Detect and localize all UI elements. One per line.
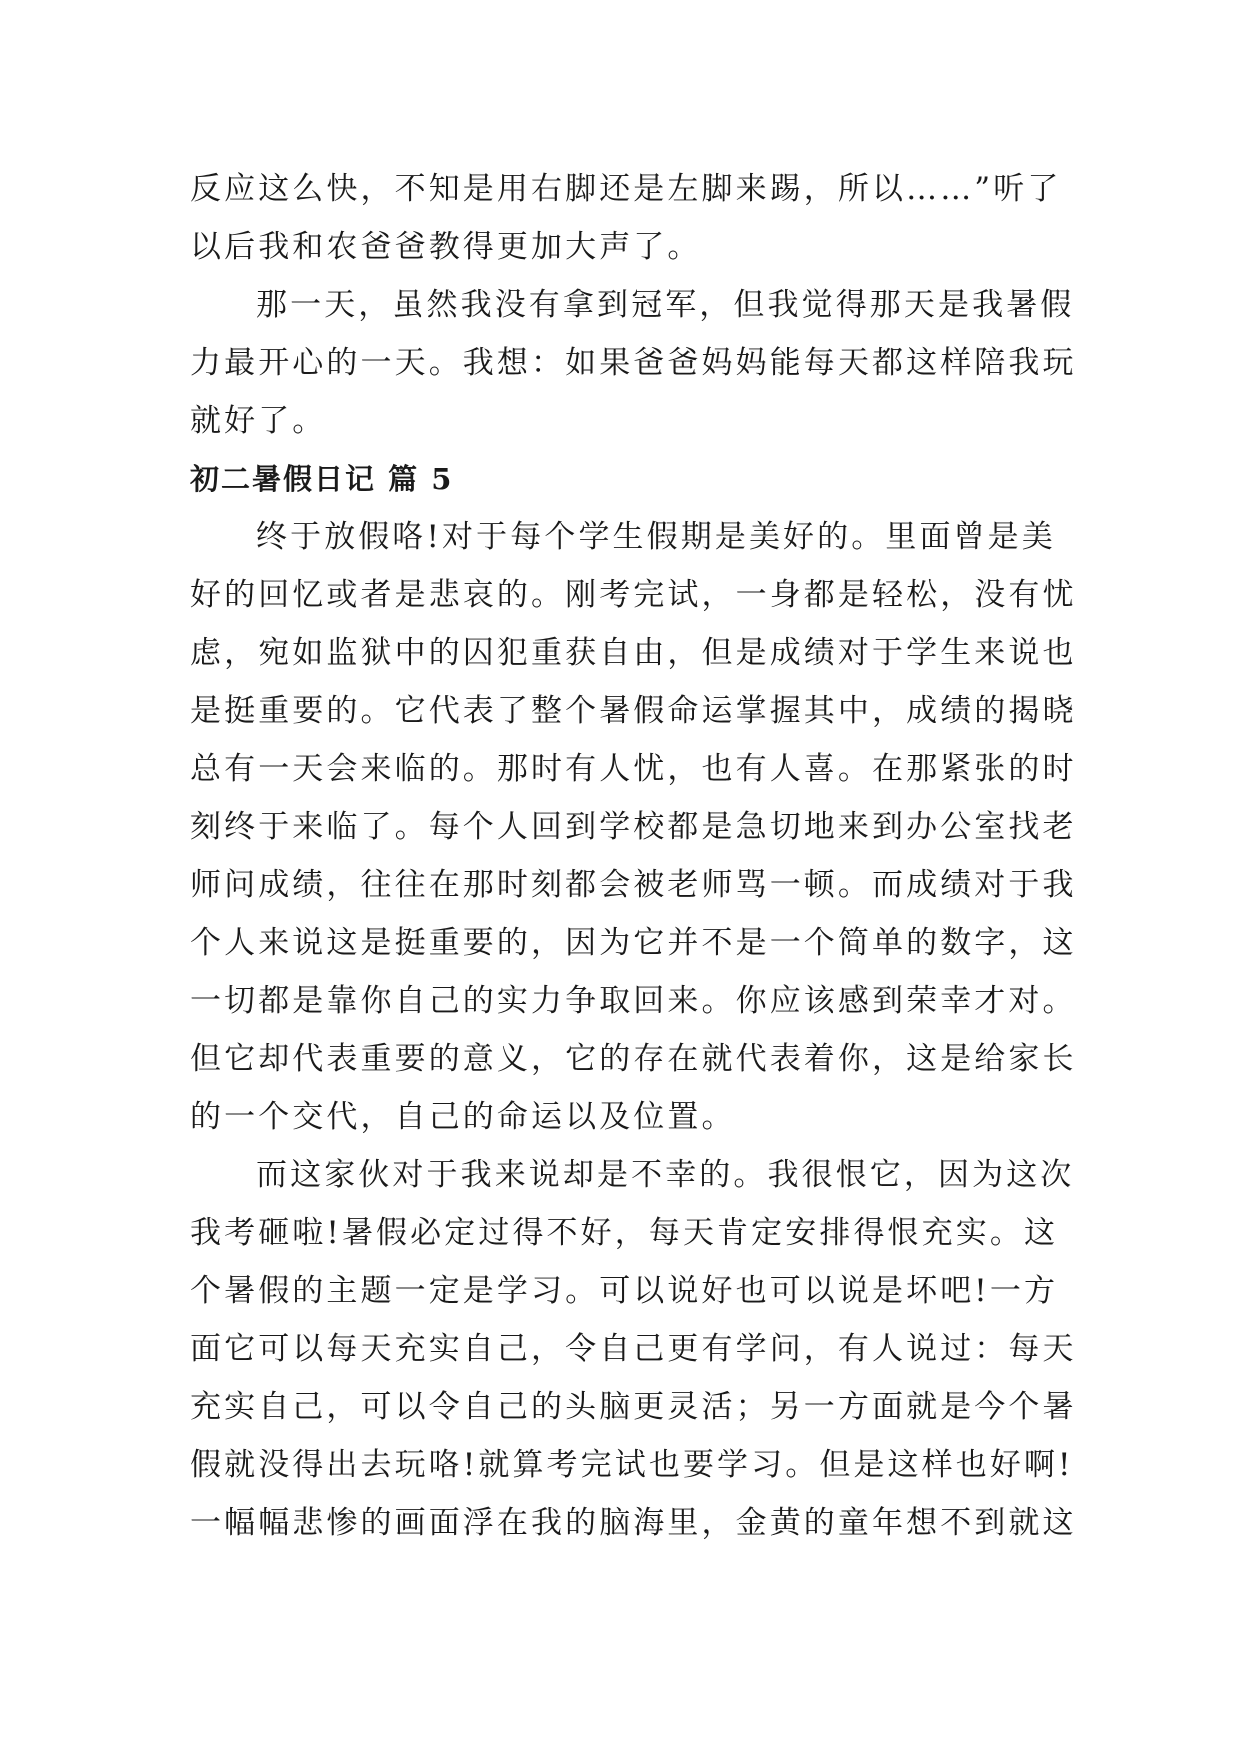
paragraph bbox=[190, 508, 1090, 1146]
paragraph-continuation bbox=[190, 160, 1090, 276]
text-line: 虑，宛如监狱中的囚犯重获自由，但是成绩对于学生来说也 bbox=[190, 635, 1077, 671]
text-line: 的一个交代，自己的命运以及位置。 bbox=[190, 1099, 736, 1135]
text-line: 力最开心的一天。我想：如果爸爸妈妈能每天都这样陪我玩 bbox=[190, 345, 1077, 381]
text-line: 刻终于来临了。每个人回到学校都是急切地来到办公室找老 bbox=[190, 809, 1077, 845]
paragraph bbox=[190, 276, 1090, 450]
section-heading: 初二暑假日记 篇 5 bbox=[190, 462, 454, 496]
text-line: 就好了。 bbox=[190, 403, 327, 439]
text-line: 好的回忆或者是悲哀的。刚考完试，一身都是轻松，没有忧 bbox=[190, 577, 1077, 613]
text-line: 假就没得出去玩咯!就算考完试也要学习。但是这样也好啊! bbox=[190, 1447, 1074, 1483]
text-line: 面它可以每天充实自己，令自己更有学问，有人说过：每天 bbox=[190, 1331, 1077, 1367]
text-line: 总有一天会来临的。那时有人忧，也有人喜。在那紧张的时 bbox=[190, 751, 1077, 787]
text-line: 终于放假咯!对于每个学生假期是美好的。里面曾是美 bbox=[256, 519, 1056, 555]
paragraph bbox=[190, 1146, 1090, 1552]
text-line: 以后我和农爸爸教得更加大声了。 bbox=[190, 229, 702, 265]
text-line: 但它却代表重要的意义，它的存在就代表着你，这是给家长 bbox=[190, 1041, 1077, 1077]
text-line: 个人来说这是挺重要的，因为它并不是一个简单的数字，这 bbox=[190, 925, 1077, 961]
text-line: 我考砸啦!暑假必定过得不好，每天肯定安排得恨充实。这 bbox=[190, 1215, 1059, 1251]
text-line: 个暑假的主题一定是学习。可以说好也可以说是坏吧!一方 bbox=[190, 1273, 1059, 1309]
text-line: 充实自己，可以令自己的头脑更灵活；另一方面就是今个暑 bbox=[190, 1389, 1077, 1425]
text-line: 而这家伙对于我来说却是不幸的。我很恨它，因为这次 bbox=[256, 1157, 1075, 1193]
text-line: 师问成绩，往往在那时刻都会被老师骂一顿。而成绩对于我 bbox=[190, 867, 1077, 903]
text-line: 那一天，虽然我没有拿到冠军，但我觉得那天是我暑假 bbox=[256, 287, 1075, 323]
text-line: 一幅幅悲惨的画面浮在我的脑海里，金黄的童年想不到就这 bbox=[190, 1505, 1077, 1541]
article-body bbox=[190, 160, 1090, 1552]
text-line: 是挺重要的。它代表了整个暑假命运掌握其中，成绩的揭晓 bbox=[190, 693, 1077, 729]
text-line: 反应这么快，不知是用右脚还是左脚来踢，所以……”听了 bbox=[190, 171, 1062, 207]
text-line: 一切都是靠你自己的实力争取回来。你应该感到荣幸才对。 bbox=[190, 983, 1077, 1019]
